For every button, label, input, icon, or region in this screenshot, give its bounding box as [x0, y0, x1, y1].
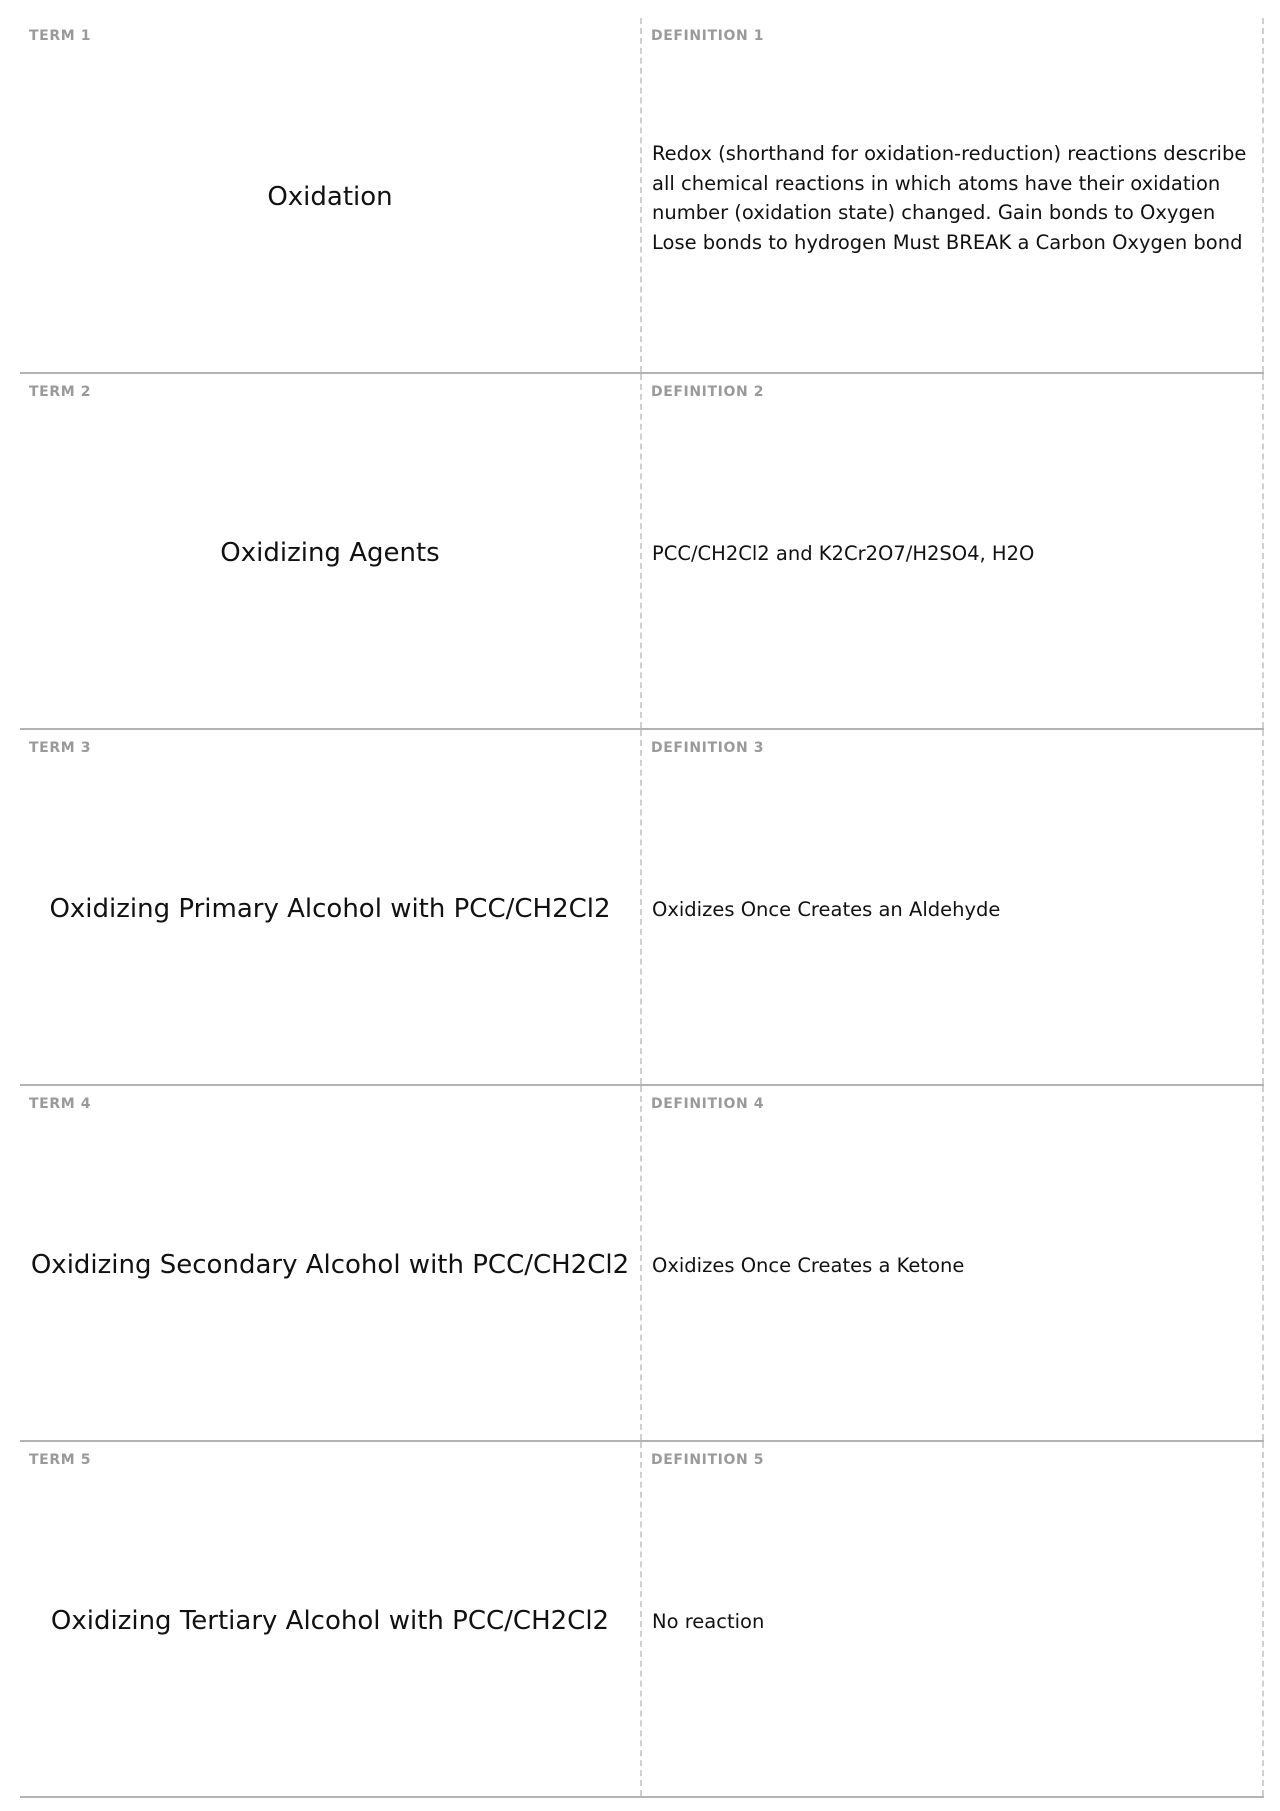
definition-text: PCC/CH2Cl2 and K2Cr2O7/H2SO4, H2O — [652, 542, 1035, 566]
definition-label: DEFINITION 2 — [651, 384, 765, 400]
definition-cell — [642, 730, 1264, 1084]
flashcard-row-3 — [20, 730, 1264, 1086]
term-text: Oxidation — [267, 182, 393, 213]
term-label: TERM 1 — [29, 28, 92, 44]
term-cell — [20, 18, 642, 372]
term-label: TERM 3 — [29, 740, 92, 756]
term-cell — [20, 1086, 642, 1440]
definition-text: Redox (shorthand for oxidation-reduction) reactions describe all chemical reactions in which atoms have their oxidation number (oxidation state) changed. Gain bonds to Oxygen Lose bonds to hydrogen Must BREAK a Carbon Oxygen bond — [652, 142, 1247, 254]
definition-cell — [642, 1442, 1264, 1796]
term-text: Oxidizing Primary Alcohol with PCC/CH2Cl2 — [49, 894, 611, 925]
term-text: Oxidizing Agents — [220, 538, 440, 569]
definition-label: DEFINITION 1 — [651, 28, 765, 44]
flashcard-sheet — [20, 18, 1264, 1798]
flashcard-row-1 — [20, 18, 1264, 374]
definition-text: No reaction — [652, 1610, 765, 1634]
definition-label: DEFINITION 4 — [651, 1096, 765, 1112]
definition-text: Oxidizes Once Creates an Aldehyde — [652, 898, 1001, 922]
definition-cell — [642, 18, 1264, 372]
flashcard-row-5 — [20, 1442, 1264, 1798]
term-label: TERM 5 — [29, 1452, 92, 1468]
flashcard-row-2 — [20, 374, 1264, 730]
definition-cell — [642, 1086, 1264, 1440]
definition-label: DEFINITION 5 — [651, 1452, 765, 1468]
definition-label: DEFINITION 3 — [651, 740, 765, 756]
term-cell — [20, 374, 642, 728]
definition-text: Oxidizes Once Creates a Ketone — [652, 1254, 965, 1278]
term-label: TERM 2 — [29, 384, 92, 400]
flashcard-row-4 — [20, 1086, 1264, 1442]
definition-cell — [642, 374, 1264, 728]
term-cell — [20, 1442, 642, 1796]
term-label: TERM 4 — [29, 1096, 92, 1112]
term-cell — [20, 730, 642, 1084]
term-text: Oxidizing Secondary Alcohol with PCC/CH2Cl2 — [30, 1250, 630, 1281]
term-text: Oxidizing Tertiary Alcohol with PCC/CH2Cl2 — [50, 1606, 610, 1637]
